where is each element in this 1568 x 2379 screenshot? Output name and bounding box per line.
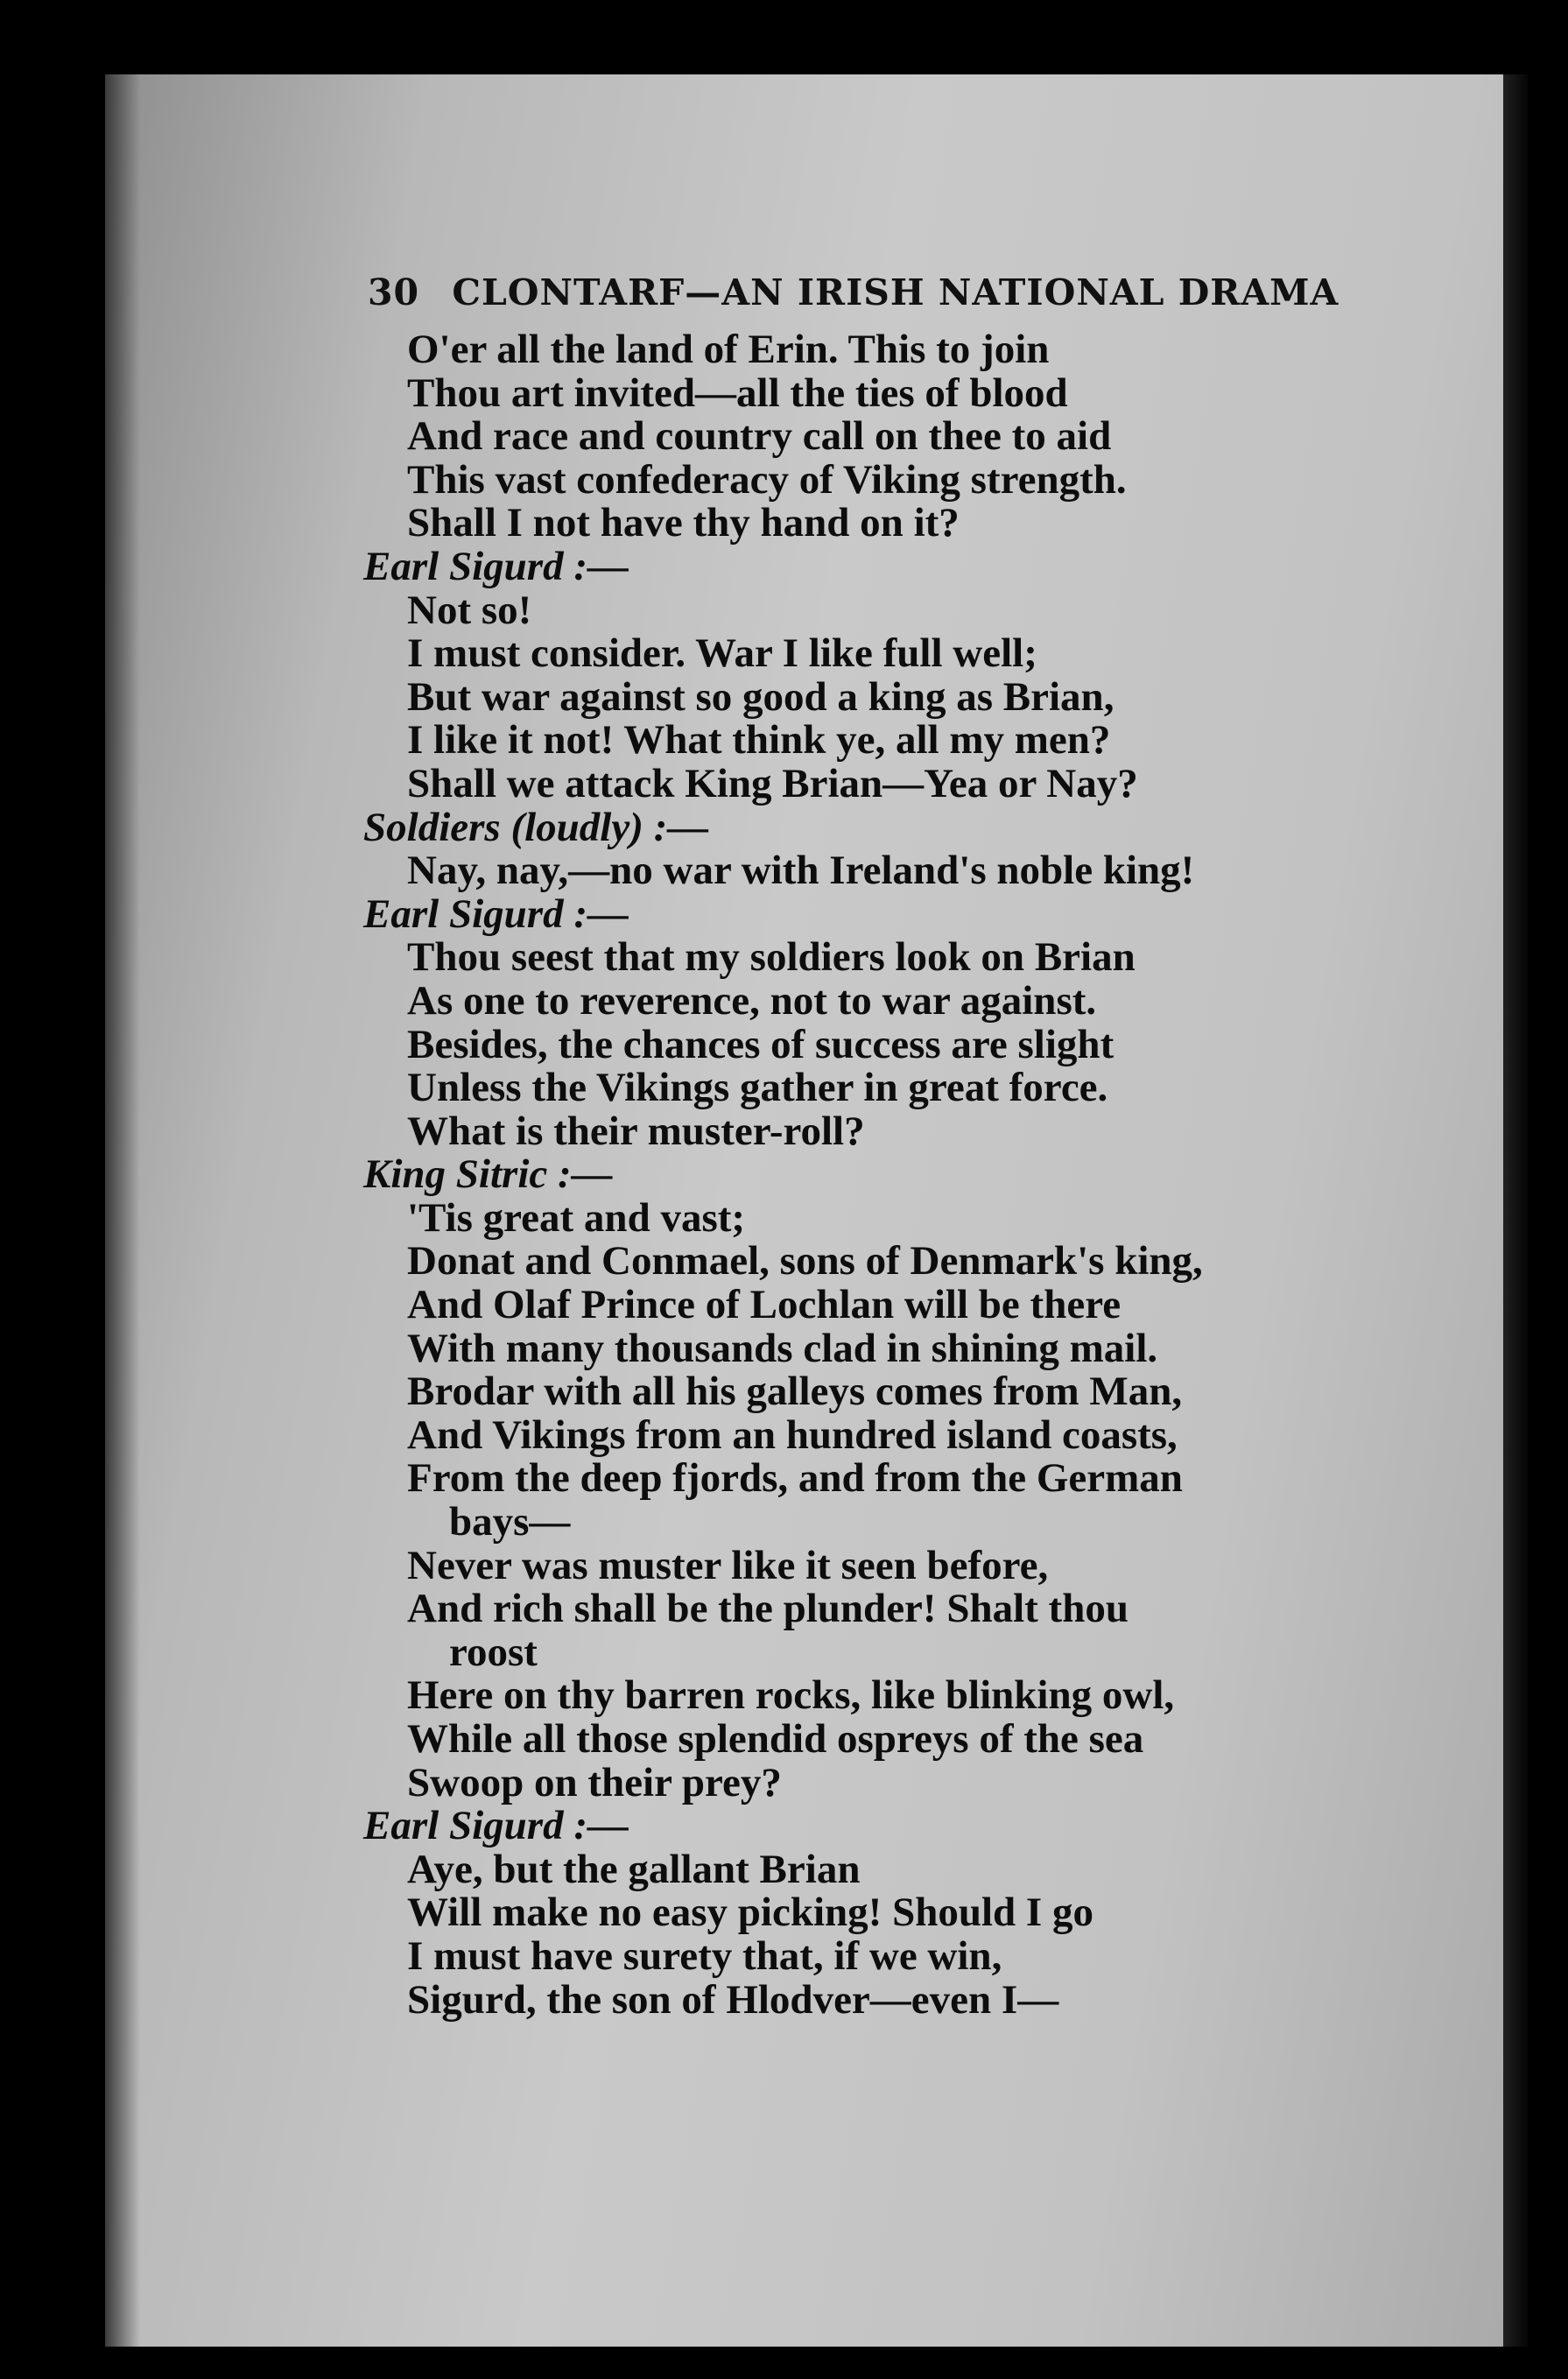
verse-line: With many thousands clad in shining mail. (407, 1325, 1158, 1371)
speaker-name: King Sitric :— (363, 1151, 613, 1198)
verse-line: Donat and Conmael, sons of Denmark's king, (407, 1238, 1203, 1285)
verse-line: But war against so good a king as Brian, (407, 673, 1114, 720)
verse-line: I must have surety that, if we win, (407, 1932, 1002, 1979)
verse-line: 'Tis great and vast; (407, 1194, 746, 1241)
book-page (105, 74, 1528, 2347)
page-number: 30 (368, 271, 420, 313)
speaker-name: Soldiers (loudly) :— (363, 804, 709, 850)
verse-line: This vast confederacy of Viking strength. (407, 456, 1127, 503)
verse-line: Here on thy barren rocks, like blinking owl, (407, 1672, 1175, 1719)
verse-line: roost (449, 1629, 538, 1675)
running-title: CLONTARF—AN IRISH NATIONAL DRAMA (452, 271, 1339, 313)
verse-line: What is their muster-roll? (407, 1108, 865, 1154)
running-header (368, 271, 1339, 313)
page-edge-shadow (1503, 74, 1528, 2347)
verse-line: And rich shall be the plunder! Shalt thou (407, 1586, 1129, 1632)
verse-line: Unless the Vikings gather in great force. (407, 1065, 1108, 1111)
speaker-name: Earl Sigurd :— (363, 543, 629, 589)
speaker-name: Earl Sigurd :— (363, 890, 629, 937)
verse-line: Not so! (407, 587, 532, 633)
verse-line: Besides, the chances of success are slight (407, 1021, 1114, 1067)
verse-line: Thou art invited—all the ties of blood (407, 370, 1068, 416)
verse-line: As one to reverence, not to war against. (407, 977, 1097, 1024)
verse-line: I must consider. War I like full well; (407, 630, 1037, 677)
verse-line: I like it not! What think ye, all my men? (407, 717, 1111, 764)
verse-line: Sigurd, the son of Hlodver—even I— (407, 1976, 1059, 2023)
verse-line: bays— (449, 1499, 571, 1545)
verse-line: Swoop on their prey? (407, 1759, 782, 1805)
verse-line: While all those splendid ospreys of the sea (407, 1716, 1144, 1762)
verse-line: And Olaf Prince of Lochlan will be there (407, 1282, 1122, 1328)
verse-line: O'er all the land of Erin. This to join (407, 327, 1050, 372)
verse-line: Aye, but the gallant Brian (407, 1846, 861, 1892)
verse-line: Will make no easy picking! Should I go (407, 1890, 1093, 1936)
verse-line: And Vikings from an hundred island coasts, (407, 1411, 1178, 1458)
verse-line: Never was muster like it seen before, (407, 1542, 1049, 1588)
speaker-name: Earl Sigurd :— (363, 1803, 629, 1849)
verse-line: Nay, nay,—no war with Ireland's noble king! (407, 848, 1195, 894)
verse-line: Shall we attack King Brian—Yea or Nay? (407, 760, 1138, 806)
play-text (363, 327, 1203, 2023)
verse-line: And race and country call on thee to aid (407, 413, 1112, 460)
verse-line: Thou seest that my soldiers look on Brian (407, 934, 1136, 981)
verse-line: Brodar with all his galleys comes from Man, (407, 1369, 1183, 1415)
verse-line: From the deep fjords, and from the German (407, 1455, 1183, 1502)
verse-line: Shall I not have thy hand on it? (407, 500, 960, 546)
page-gutter-shadow (105, 74, 140, 2347)
